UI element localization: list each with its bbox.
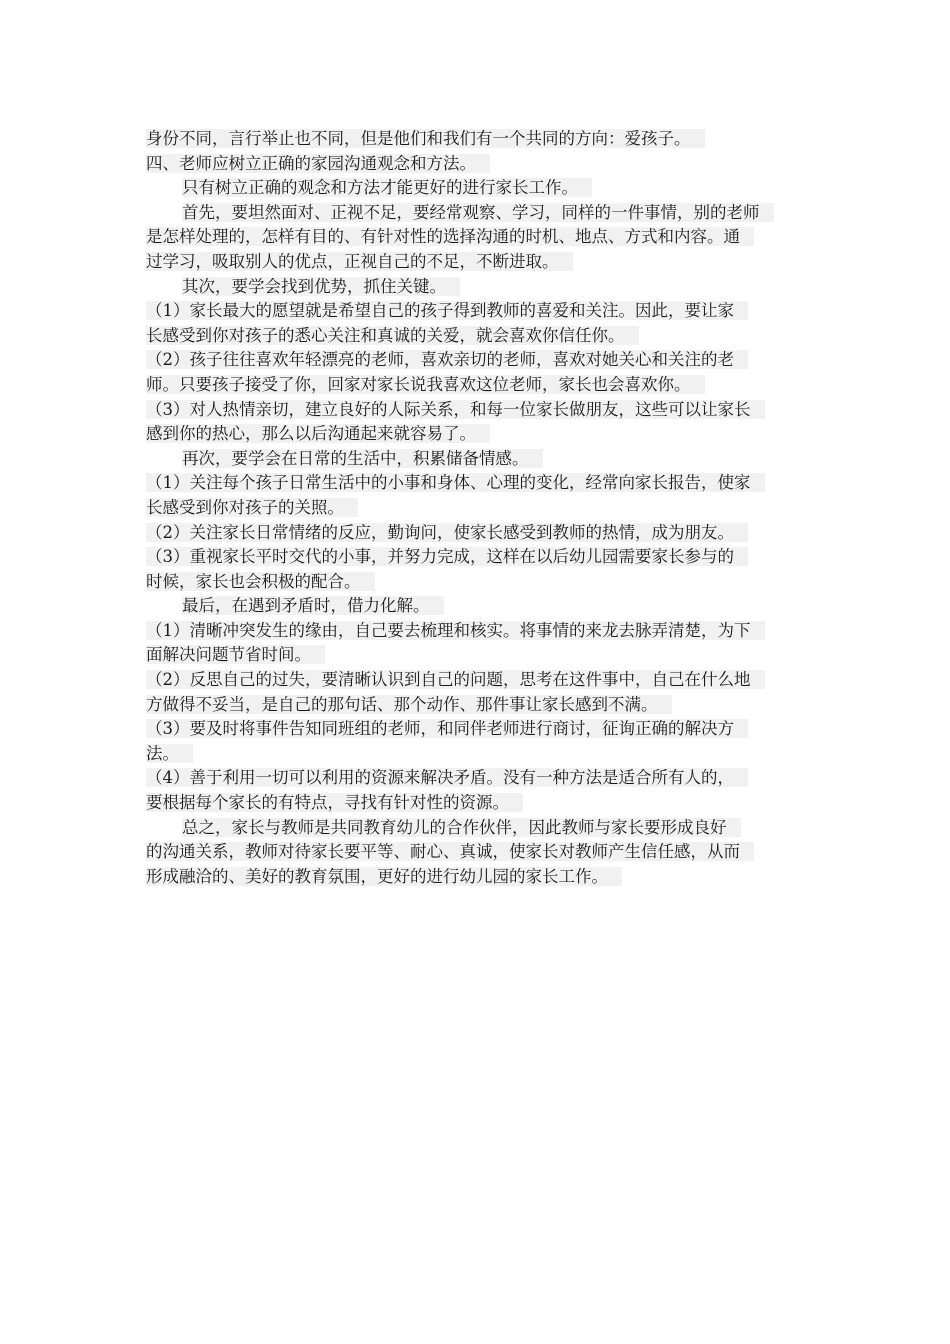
text-line-content: 最后，在遇到矛盾时，借力化解。 bbox=[182, 596, 444, 615]
text-line-content: 身份不同，言行举止也不同，但是他们和我们有一个共同的方向：爱孩子。 bbox=[146, 129, 705, 148]
text-line-content: （3）重视家长平时交代的小事，并努力完成，这样在以后幼儿园需要家长参与的 bbox=[146, 547, 748, 566]
text-line-content: 面解决问题节省时间。 bbox=[146, 645, 325, 664]
text-line-content: 法。 bbox=[146, 744, 193, 763]
text-line bbox=[146, 250, 808, 275]
document-body bbox=[146, 127, 808, 889]
text-line-content: （2）孩子往往喜欢年轻漂亮的老师，喜欢亲切的老师，喜欢对她关心和关注的老 bbox=[146, 350, 748, 369]
text-line bbox=[146, 398, 808, 423]
text-line-content: 首先，要坦然面对、正视不足，要经常观察、学习，同样的一件事情，别的老师 bbox=[182, 203, 774, 222]
text-line-content: 只有树立正确的观念和方法才能更好的进行家长工作。 bbox=[182, 178, 592, 197]
text-line bbox=[146, 348, 808, 373]
text-line bbox=[146, 594, 808, 619]
text-line-content: （2）反思自己的过失，要清晰认识到自己的问题，思考在这件事中，自己在什么地 bbox=[146, 670, 765, 689]
text-line bbox=[146, 225, 808, 250]
text-line-content: （4）善于利用一切可以利用的资源来解决矛盾。没有一种方法是适合所有人的， bbox=[146, 768, 748, 787]
text-line-content: 总之，家长与教师是共同教育幼儿的合作伙伴，因此教师与家长要形成良好 bbox=[182, 818, 741, 837]
text-line bbox=[146, 176, 808, 201]
text-line bbox=[146, 275, 808, 300]
text-line bbox=[146, 570, 808, 595]
text-line bbox=[146, 742, 808, 767]
text-line-content: （3）要及时将事件告知同班组的老师，和同伴老师进行商讨，征询正确的解决方 bbox=[146, 719, 748, 738]
text-line bbox=[146, 643, 808, 668]
text-line bbox=[146, 766, 808, 791]
text-line-content: （2）关注家长日常情绪的反应，勤询问，使家长感受到教师的热情，成为朋友。 bbox=[146, 523, 748, 542]
text-line-content: 四、老师应树立正确的家园沟通观念和方法。 bbox=[146, 154, 490, 173]
text-line bbox=[146, 324, 808, 349]
text-line-content: （1）家长最大的愿望就是希望自己的孩子得到教师的喜爱和关注。因此，要让家 bbox=[146, 301, 748, 320]
text-line bbox=[146, 152, 808, 177]
text-line bbox=[146, 668, 808, 693]
text-line bbox=[146, 521, 808, 546]
text-line bbox=[146, 816, 808, 841]
text-line bbox=[146, 496, 808, 521]
text-line-content: 过学习，吸取别人的优点，正视自己的不足，不断进取。 bbox=[146, 252, 573, 271]
text-line bbox=[146, 717, 808, 742]
text-line-content: 时候，家长也会积极的配合。 bbox=[146, 572, 375, 591]
text-line-content: 师。只要孩子接受了你，回家对家长说我喜欢这位老师，家长也会喜欢你。 bbox=[146, 375, 705, 394]
text-line-content: 形成融洽的、美好的教育氛围，更好的进行幼儿园的家长工作。 bbox=[146, 867, 622, 886]
text-line bbox=[146, 201, 808, 226]
text-line-content: 其次，要学会找到优势，抓住关键。 bbox=[182, 277, 460, 296]
text-line bbox=[146, 422, 808, 447]
text-line bbox=[146, 693, 808, 718]
text-line bbox=[146, 471, 808, 496]
text-line bbox=[146, 865, 808, 890]
text-line bbox=[146, 545, 808, 570]
text-line-content: （1）关注每个孩子日常生活中的小事和身体、心理的变化，经常向家长报告，使家 bbox=[146, 473, 765, 492]
text-line bbox=[146, 619, 808, 644]
text-line-content: 再次，要学会在日常的生活中，积累储备情感。 bbox=[182, 449, 543, 468]
text-line-content: 的沟通关系，教师对待家长要平等、耐心、真诚，使家长对教师产生信任感，从而 bbox=[146, 842, 754, 861]
text-line bbox=[146, 373, 808, 398]
text-line bbox=[146, 299, 808, 324]
text-line bbox=[146, 447, 808, 472]
text-line bbox=[146, 791, 808, 816]
text-line-content: （3）对人热情亲切，建立良好的人际关系，和每一位家长做朋友，这些可以让家长 bbox=[146, 400, 765, 419]
text-line-content: （1）清晰冲突发生的缘由，自己要去梳理和核实。将事情的来龙去脉弄清楚，为下 bbox=[146, 621, 765, 640]
text-line-content: 长感受到你对孩子的悉心关注和真诚的关爱，就会喜欢你信任你。 bbox=[146, 326, 639, 345]
text-line-content: 感到你的热心，那么以后沟通起来就容易了。 bbox=[146, 424, 490, 443]
text-line bbox=[146, 127, 808, 152]
text-line-content: 是怎样处理的，怎样有目的、有针对性的选择沟通的时机、地点、方式和内容。通 bbox=[146, 227, 754, 246]
text-line bbox=[146, 840, 808, 865]
text-line-content: 长感受到你对孩子的关照。 bbox=[146, 498, 358, 517]
text-line-content: 方做得不妥当，是自己的那句话、那个动作、那件事让家长感到不满。 bbox=[146, 695, 672, 714]
text-line-content: 要根据每个家长的有特点，寻找有针对性的资源。 bbox=[146, 793, 523, 812]
